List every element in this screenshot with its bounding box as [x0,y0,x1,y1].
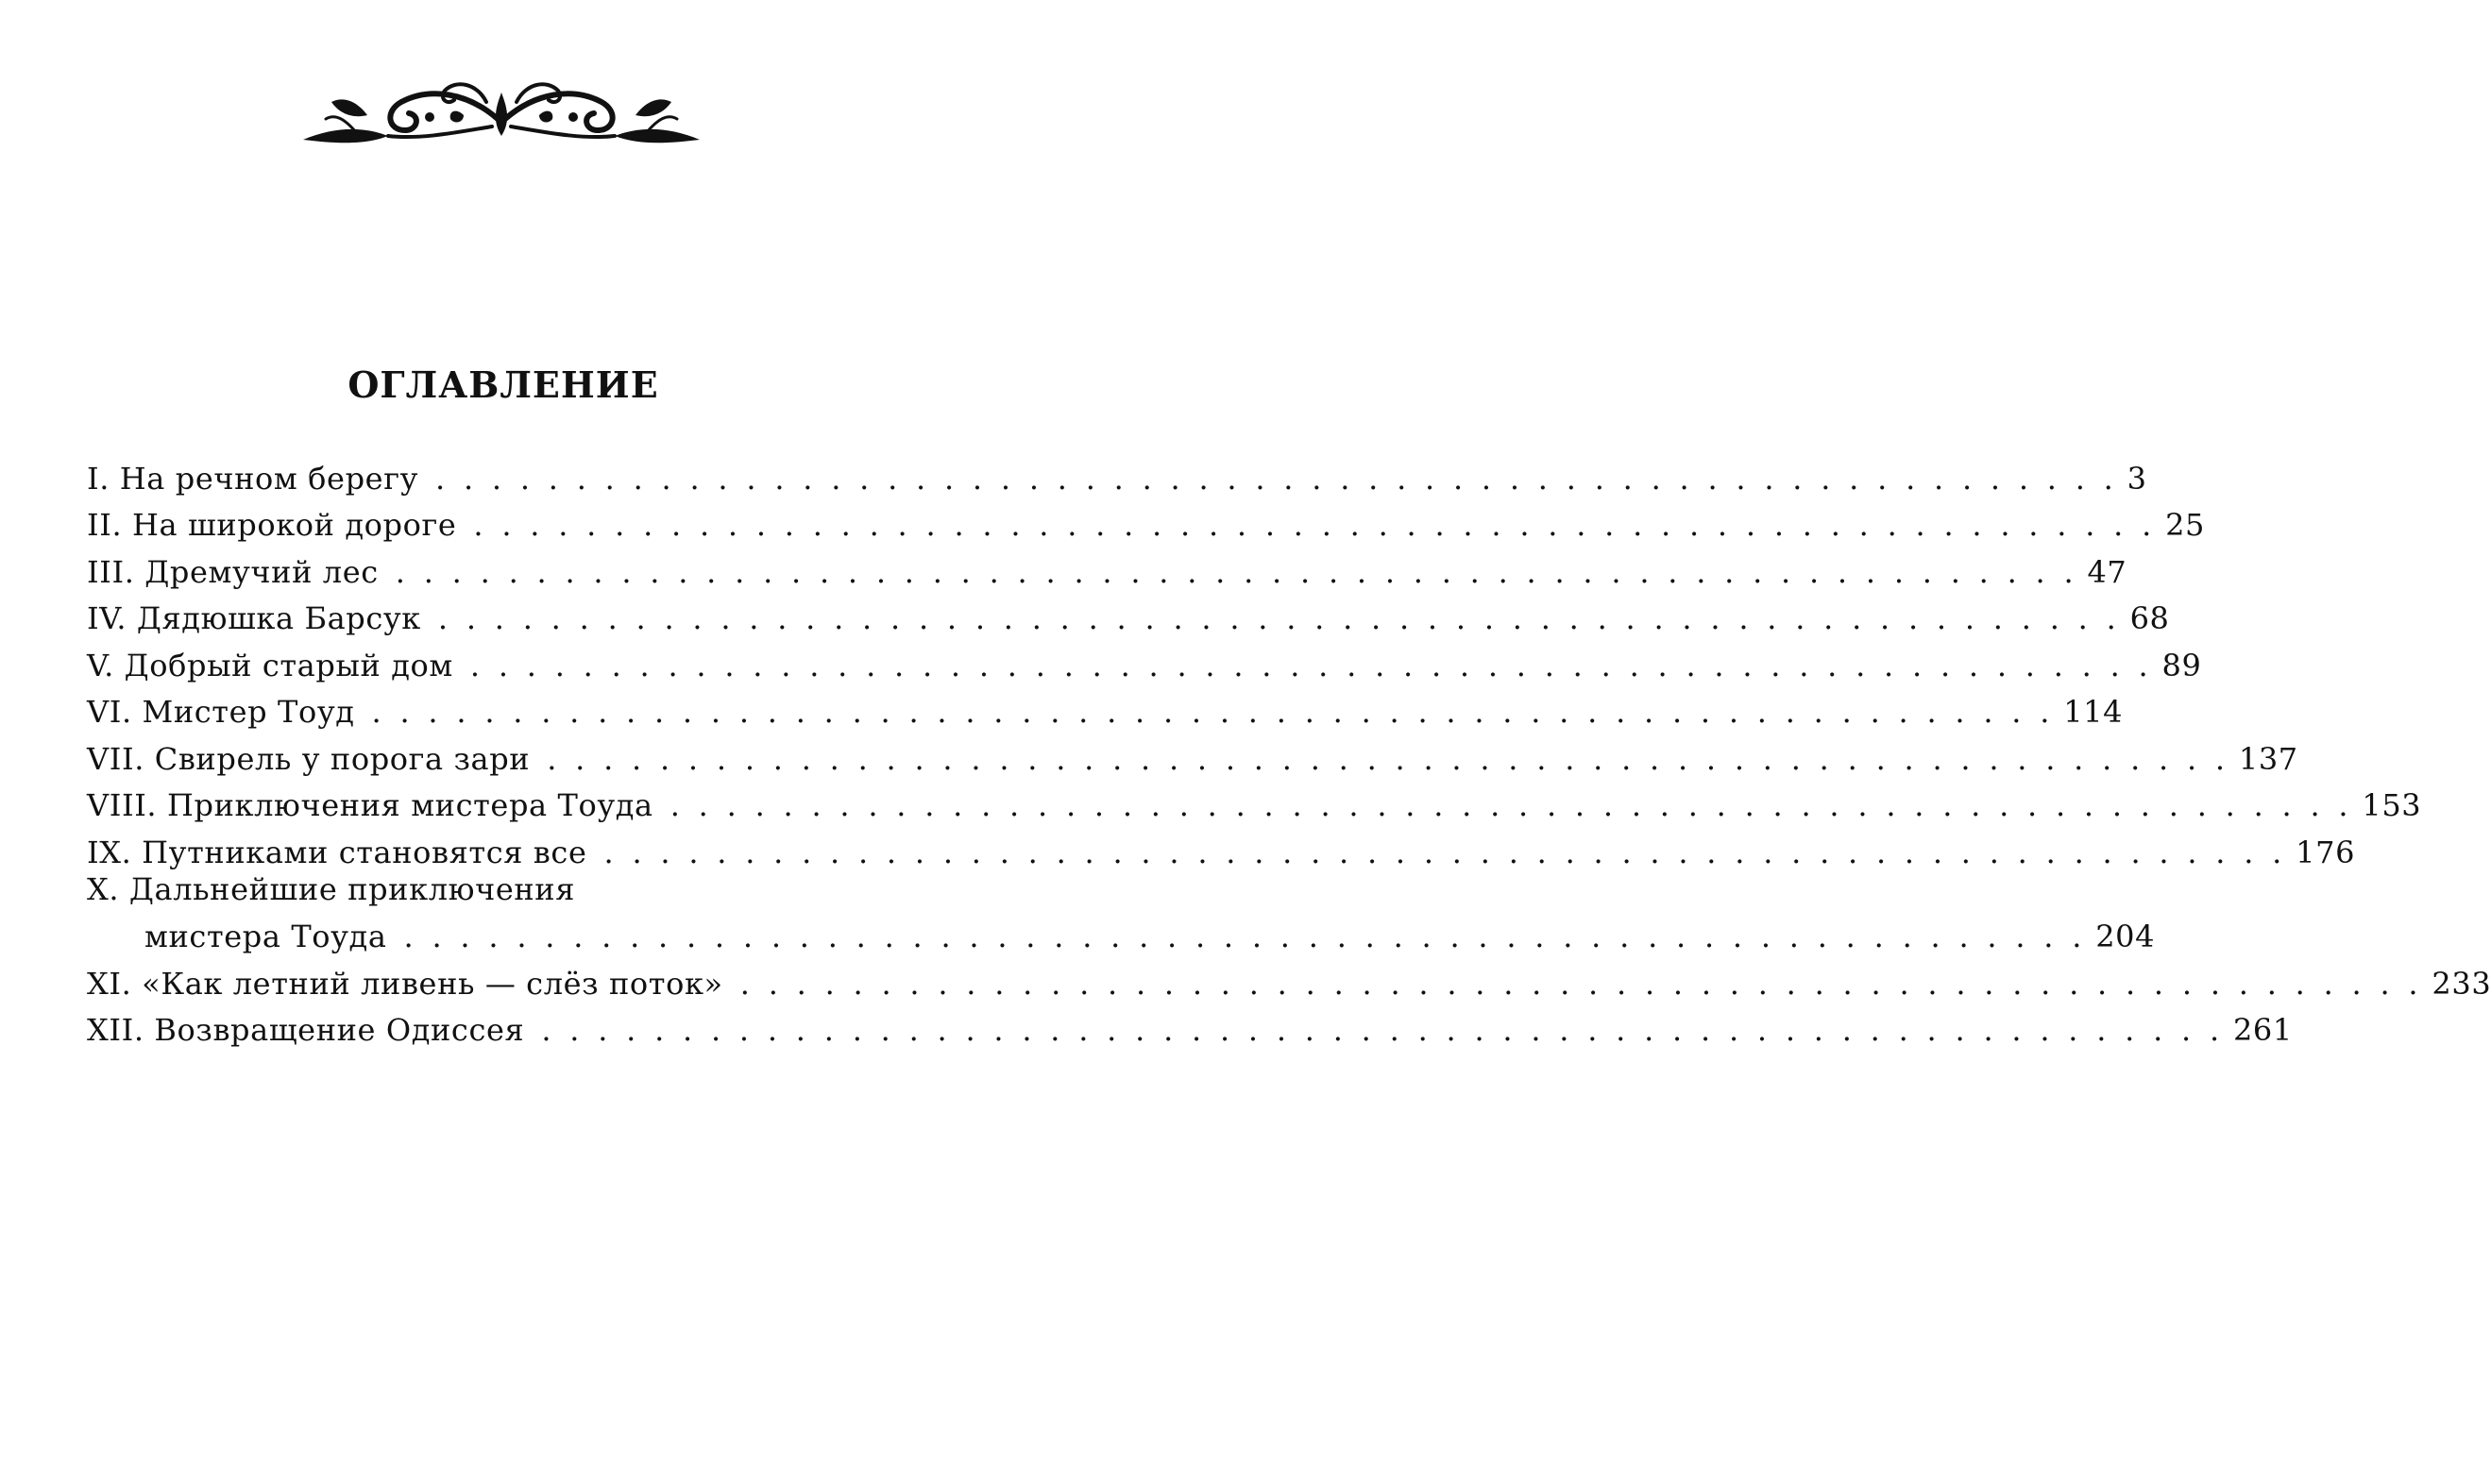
toc-page-number: 233 [2432,965,2491,1002]
flourish-ornament-icon [297,74,705,151]
toc-page-number: 137 [2238,740,2298,777]
toc-leader-dots: . . . . . . . . . . . . . . . . . . . . . . . . . . . . . . . . . . . . . . . . . . . . . . . . . . . . . . . . . . . . [547,740,2229,777]
toc-entry-5 [87,636,2202,683]
toc-entry-7 [87,730,2298,777]
toc-page-number: 153 [2362,787,2422,823]
toc-entry-title: VII. Свирель у порога зари [87,740,531,777]
toc-leader-dots: . . . . . . . . . . . . . . . . . . . . . . . . . . . . . . . . . . . . . . . . . . . . . . . . . . . . . . . . . . . . [541,1012,2224,1048]
toc-entry-12 [87,1002,2293,1049]
toc-page-number: 47 [2087,553,2127,590]
toc-entry-title: XII. Возвращение Одиссея [87,1012,525,1048]
toc-page-number: 3 [2127,460,2147,497]
toc-entry-title: I. На речном берегу [87,460,418,497]
toc-entry-title: III. Дремучий лес [87,553,379,590]
toc-entry-6 [87,683,2124,731]
toc-page-number: 176 [2296,834,2356,870]
toc-page-number: 89 [2161,647,2202,683]
toc-leader-dots: . . . . . . . . . . . . . . . . . . . . . . . . . . . . . . . . . . . . . . . . . . . . . . . . . . . . . . . . . . . . [395,553,2078,590]
toc-leader-dots: . . . . . . . . . . . . . . . . . . . . . . . . . . . . . . . . . . . . . . . . . . . . . . . . . . . . . . . . . . . . [437,600,2121,636]
toc-entry-title: V. Добрый старый дом [87,647,453,683]
toc-entry-title: VI. Мистер Тоуд [87,694,355,730]
toc-leader-dots: . . . . . . . . . . . . . . . . . . . . . . . . . . . . . . . . . . . . . . . . . . . . . . . . . . . . . . . . . . . . [669,787,2353,823]
toc-leader-dots: . . . . . . . . . . . . . . . . . . . . . . . . . . . . . . . . . . . . . . . . . . . . . . . . . . . . . . . . . . . . [435,460,2118,497]
table-of-contents [87,449,2491,1048]
toc-entry-2 [87,497,2205,544]
toc-entry-title: IV. Дядюшка Барсук [87,600,421,636]
toc-entry-8 [87,777,2422,824]
toc-leader-dots: . . . . . . . . . . . . . . . . . . . . . . . . . . . . . . . . . . . . . . . . . . . . . . . . . . . . . . . . . . . . [469,647,2153,683]
toc-leader-dots: . . . . . . . . . . . . . . . . . . . . . . . . . . . . . . . . . . . . . . . . . . . . . . . . . . . . . . . . . . . . [371,694,2055,730]
page-title: ОГЛАВЛЕНИЕ [347,363,659,406]
toc-entry-11 [87,954,2491,1002]
toc-entry-1 [87,449,2147,497]
toc-entry-title: XI. «Как летний ливень — слёз поток» [87,965,723,1002]
toc-entry-title: X. Дальнейшие приключения [87,870,576,907]
toc-page-number: 204 [2095,919,2156,954]
toc-page-number: 114 [2063,694,2124,730]
toc-leader-dots: . . . . . . . . . . . . . . . . . . . . . . . . . . . . . . . . . . . . . . . . . . . . . . . . . . . . . . . . . . . . [739,965,2423,1002]
toc-entry-continuation-line [87,908,2156,955]
toc-entry-9 [87,823,2356,870]
toc-entry-title: IX. Путниками становятся все [87,834,587,870]
toc-entry-4 [87,590,2170,637]
toc-leader-dots: . . . . . . . . . . . . . . . . . . . . . . . . . . . . . . . . . . . . . . . . . . . . . . . . . . . . . . . . . . . . [603,834,2287,870]
toc-entry-title: VIII. Приключения мистера Тоуда [87,787,653,823]
toc-entry-10 [87,870,2156,955]
toc-entry-title: II. На широкой дороге [87,507,457,543]
toc-entry-title-continuation: мистера Тоуда [144,919,387,954]
toc-page-number: 25 [2165,507,2205,543]
toc-entry-3 [87,543,2127,590]
toc-page-number: 68 [2129,600,2170,636]
toc-leader-dots: . . . . . . . . . . . . . . . . . . . . . . . . . . . . . . . . . . . . . . . . . . . . . . . . . . . . . . . . . . . . [473,507,2157,543]
toc-leader-dots: . . . . . . . . . . . . . . . . . . . . . . . . . . . . . . . . . . . . . . . . . . . . . . . . . . . . . . . . . . . . [403,919,2087,954]
toc-page-number: 261 [2232,1012,2293,1048]
